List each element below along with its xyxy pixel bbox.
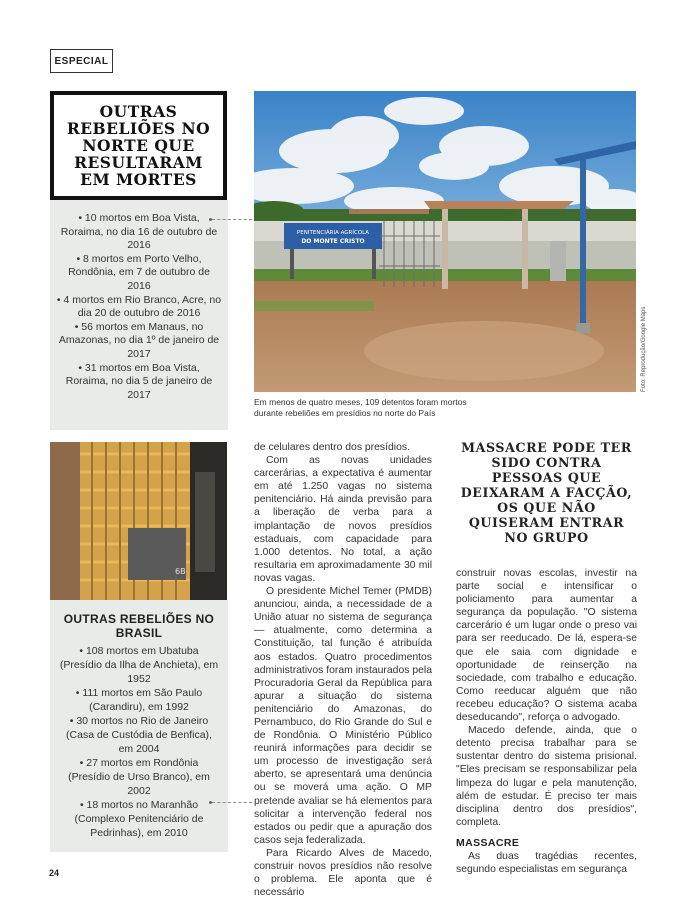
- list-item: • 4 mortos em Rio Branco, Acre, no dia 20 de outubro de 2016: [56, 294, 222, 321]
- prison-gate-photo: [254, 91, 636, 392]
- list-item: • 111 mortos em São Paulo (Carandiru), em 1992: [58, 686, 220, 714]
- prison-cell-photo: [50, 442, 227, 600]
- divider-line: [212, 219, 252, 220]
- article-column-2: [456, 567, 637, 876]
- divider-dot: [209, 801, 212, 804]
- list-item: • 10 mortos em Boa Vista, Roraima, no dia 16 de outubro de 2016: [56, 212, 222, 253]
- article-paragraph: Para Ricardo Alves de Macedo, construir novos presídios não resolve o problema. Ele aponta que é necessário: [254, 847, 432, 899]
- photo-credit: Foto: Reprodução/Google Maps: [641, 306, 647, 392]
- cell-door-number: 6B: [175, 567, 186, 576]
- list-item: • 18 mortos no Maranhão (Complexo Penitenciário de Pedrinhas), em 2010: [58, 798, 220, 840]
- article-paragraph: Com as novas unidades carcerárias, a expectativa é aumentar em até 1.250 vagas no sistema penitenciário. Há ainda previsão para a liberação de verba para a implantação de novos presídios estaduais, com capacidade para 1.000 detentos. No total, a ação resultaria em aproximadamente 30 mil novas vagas.: [254, 455, 432, 584]
- sidebar-title-box: [50, 91, 227, 200]
- divider-dot: [209, 218, 212, 221]
- page-number: 24: [49, 868, 60, 878]
- gate-sign-line2: DO MONTE CRISTO: [301, 238, 365, 245]
- divider-line: [212, 802, 252, 803]
- article-column-1: [254, 441, 432, 899]
- sidebar-brasil-title: OUTRAS REBELIÕES NO BRASIL: [63, 612, 215, 640]
- gate-sign-line1: PENITENCIÁRIA AGRÍCOLA: [296, 230, 370, 236]
- list-item: • 56 mortos em Manaus, no Amazonas, no dia 1º de janeiro de 2017: [56, 321, 222, 362]
- article-paragraph: As duas tragédias recentes, segundo especialistas em segurança: [456, 850, 637, 876]
- list-item: • 31 mortos em Boa Vista, Roraima, no dia 5 de janeiro de 2017: [56, 362, 222, 403]
- photo-caption: Em menos de quatro meses, 109 detentos foram mortos durante rebeliões em presídios no norte do País: [254, 397, 467, 418]
- article-paragraph: construir novas escolas, investir na parte social e intensificar o policiamento para aumentar a segurança da população. "O sistema carcerário é um lugar onde o preso vai para ser reeducado. De lá, espera-se que ele saia com dignidade e oportunidade de reinserção na sociedade, com trabalho e educação. Como reeducar alguém que não recebeu educação? O sistema acaba deseducando", reforça o advogado.: [456, 568, 637, 724]
- subheading: MASSACRE: [456, 836, 520, 849]
- list-item: • 30 mortos no Rio de Janeiro (Casa de Custódia de Benfica), em 2004: [58, 714, 220, 756]
- article-paragraph: O presidente Michel Temer (PMDB) anunciou, ainda, a necessidade de a União atuar no sistema de segurança — atualmente, como determina a Constituição, tal função é atribuída aos estados. Quatro procedimentos administrativos foram instaurados pela Procuradoria Geral da República para apurar a situação do sistema penitenciário do Amazonas, do Pernambuco, do Rio Grande do Sul e de Rondônia. O Ministério Público reunirá informações para decidir se um processo de investigação será aberto, se apresentará uma denúncia ou se moverá uma ação. O MP pretende avaliar se há elementos para solicitar a intervenção federal nos estados ou pedir que a apuração dos casos seja federalizada.: [254, 586, 432, 846]
- list-item: • 27 mortos em Rondônia (Presídio de Urso Branco), em 2002: [58, 756, 220, 798]
- section-tag: ESPECIAL: [50, 49, 113, 73]
- list-item: • 108 mortos em Ubatuba (Presídio da Ilha de Anchieta), em 1952: [58, 644, 220, 686]
- sidebar-north-list: [50, 200, 228, 430]
- pull-quote: [456, 440, 637, 545]
- sidebar-brasil: [50, 600, 228, 852]
- pull-quote-text: MASSACRE PODE TER SIDO CONTRA PESSOAS QUE DEIXARAM A FACÇÃO, OS QUE NÃO QUISERAM ENTRAR NO GRUPO: [460, 440, 633, 545]
- article-paragraph: de celulares dentro dos presídios.: [254, 442, 410, 453]
- sidebar-title: OUTRAS REBELIÕES NO NORTE QUE RESULTARAM EM MORTES: [66, 102, 211, 189]
- list-item: • 8 mortos em Porto Velho, Rondônia, em 7 de outubro de 2016: [56, 253, 222, 294]
- article-paragraph: Macedo defende, ainda, que o detento precisa trabalhar para se sustentar dentro do sistema prisional. "Eles precisam se responsabilizar pela limpeza do lugar e pela manutenção, além de estudar. É preciso ter mais disciplina dentro dos presídios", completa.: [456, 725, 637, 828]
